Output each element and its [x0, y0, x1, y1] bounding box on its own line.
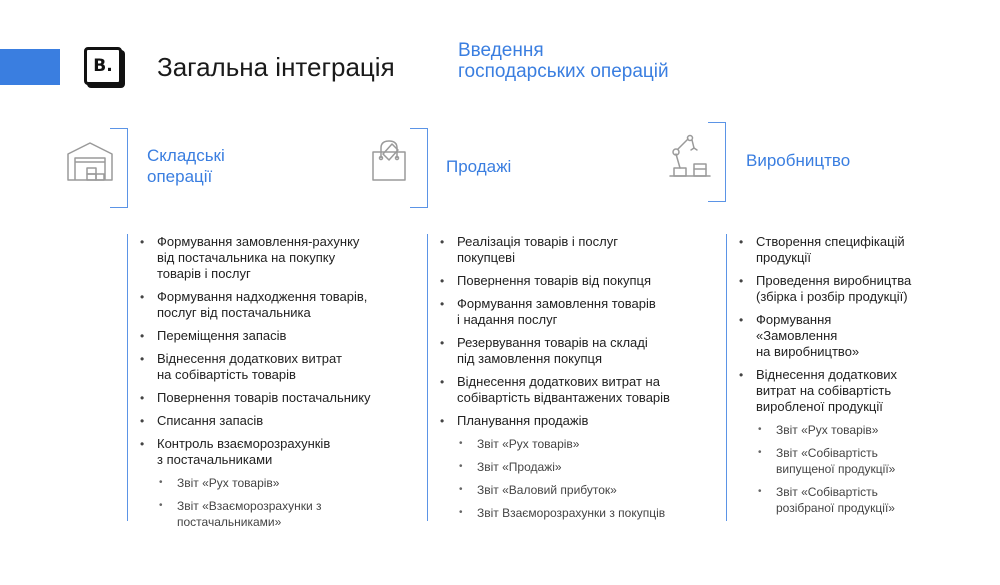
- list-item: • Повернення товарів від покупця: [437, 273, 727, 289]
- logo: [84, 47, 122, 85]
- category-title-sales: [446, 156, 511, 177]
- column-sales: [427, 234, 727, 521]
- list-item: • Віднесення додаткових витрат на собівартість виробленої продукції: [736, 367, 966, 415]
- sub-list-item: • Звіт Взаєморозрахунки з покупців: [437, 505, 727, 521]
- column-production: [726, 234, 966, 521]
- sub-list-item: • Звіт «Собівартість випущеної продукції»: [736, 445, 966, 477]
- accent-bar: [0, 49, 60, 85]
- list-item: • Планування продажів: [437, 413, 727, 429]
- sub-list-item: • Звіт «Валовий прибуток»: [437, 482, 727, 498]
- sub-list-item: • Звіт «Рух товарів»: [137, 475, 427, 491]
- list-item: • Повернення товарів постачальнику: [137, 390, 427, 406]
- sub-list-item: • Звіт «Взаєморозрахунки з постачальниками»: [137, 498, 427, 530]
- warehouse-icon: [66, 140, 114, 182]
- robot-arm-icon: [668, 134, 712, 180]
- category-bracket: [708, 122, 726, 202]
- list-item: • Створення специфікацій продукції: [736, 234, 966, 266]
- category-title-line: операції: [147, 167, 213, 186]
- sub-list-item: • Звіт «Продажі»: [437, 459, 727, 475]
- list-item: • Проведення виробництва (збірка і розбір продукції): [736, 273, 966, 305]
- category-bracket: [410, 128, 428, 208]
- list-item: • Формування надходження товарів, послуг від постачальника: [137, 289, 427, 321]
- list-item: • Контроль взаєморозрахунків з постачальниками: [137, 436, 427, 468]
- category-title-production: [746, 150, 850, 171]
- sub-list-item: • Звіт «Рух товарів»: [437, 436, 727, 452]
- list-item: • Формування замовлення-рахунку від постачальника на покупку товарів і послуг: [137, 234, 427, 282]
- list-item: • Формування замовлення товарів і надання послуг: [437, 296, 727, 328]
- list-item: • Списання запасів: [137, 413, 427, 429]
- logo-text: B.: [93, 56, 113, 76]
- list-item: • Резервування товарів на складі під замовлення покупця: [437, 335, 727, 367]
- list-item: • Формування «Замовлення на виробництво»: [736, 312, 966, 360]
- sub-list-item: • Звіт «Рух товарів»: [736, 422, 966, 438]
- shopping-bag-icon: [370, 138, 408, 182]
- list-item: • Переміщення запасів: [137, 328, 427, 344]
- list-item: • Віднесення додаткових витрат на собівартість відвантажених товарів: [437, 374, 727, 406]
- sub-list-item: • Звіт «Собівартість розібраної продукції»: [736, 484, 966, 516]
- category-title-line: Складські: [147, 146, 225, 165]
- list-item: • Віднесення додаткових витрат на собівартість товарів: [137, 351, 427, 383]
- page-title: Загальна інтеграція: [157, 52, 395, 82]
- subtitle-line: господарських операцій: [458, 61, 669, 82]
- page-subtitle: [458, 40, 669, 82]
- category-title-warehouse: [147, 145, 225, 187]
- list-item: • Реалізація товарів і послуг покупцеві: [437, 234, 727, 266]
- category-title-line: Продажі: [446, 157, 512, 176]
- category-title-line: Виробництво: [746, 151, 851, 170]
- subtitle-line: Введення: [458, 40, 544, 61]
- column-warehouse: [127, 234, 427, 529]
- category-bracket: [110, 128, 128, 208]
